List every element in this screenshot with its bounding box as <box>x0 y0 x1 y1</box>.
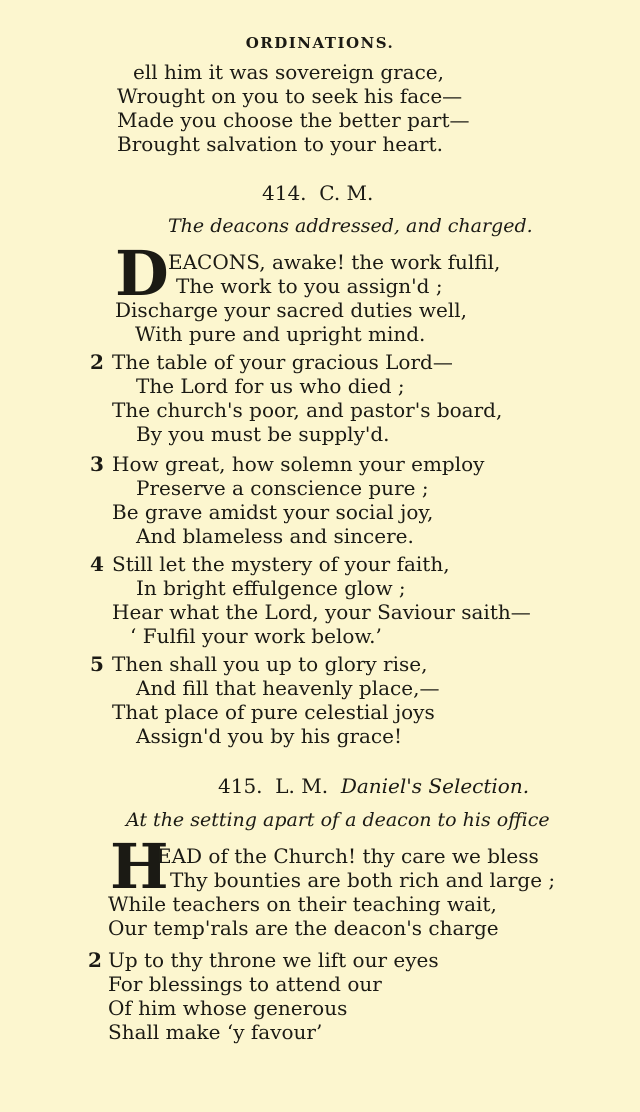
verse-line: Still let the mystery of your faith, <box>112 552 450 576</box>
verse-line: For blessings to attend our <box>108 972 382 996</box>
verse-line: Be grave amidst your social joy, <box>112 500 434 524</box>
verse-line: Our temp'rals are the deacon's charge <box>108 916 499 940</box>
verse-line: And blameless and sincere. <box>136 524 414 548</box>
verse-line: The work to you assign'd ; <box>176 274 443 298</box>
hymn-415-occasion: At the setting apart of a deacon to his office <box>126 809 550 831</box>
continuation-line: Wrought on you to seek his face— <box>117 84 463 108</box>
continuation-line: ell him it was sovereign grace, <box>133 60 444 84</box>
hymn-selection: Daniel's Selection. <box>340 774 530 798</box>
verse-line: Preserve a conscience pure ; <box>136 476 429 500</box>
verse-line: And fill that heavenly place,— <box>136 676 440 700</box>
verse-line: EACONS, awake! the work fulfil, <box>168 250 501 274</box>
continuation-line: Brought salvation to your heart. <box>117 132 443 156</box>
hymn-meter: L. M. <box>275 774 329 798</box>
verse-number: 2 <box>88 948 102 972</box>
verse-line: While teachers on their teaching wait, <box>108 892 497 916</box>
verse-line: That place of pure celestial joys <box>112 700 435 724</box>
verse-line: ‘ Fulfil your work below.’ <box>130 624 382 648</box>
drop-cap: D <box>115 237 169 310</box>
continuation-line: Made you choose the better part— <box>117 108 470 132</box>
running-head: ORDINATIONS. <box>245 34 395 52</box>
verse-line: EAD of the Church! thy care we bless <box>157 844 539 868</box>
verse-line: In bright effulgence glow ; <box>136 576 406 600</box>
verse-line: Up to thy throne we lift our eyes <box>108 948 439 972</box>
verse-line: How great, how solemn your employ <box>112 452 485 476</box>
verse-line: The table of your gracious Lord— <box>112 350 453 374</box>
verse-number: 3 <box>90 452 104 476</box>
verse-line: The church's poor, and pastor's board, <box>112 398 503 422</box>
verse-line: Thy bounties are both rich and large ; <box>170 868 556 892</box>
hymn-number: 415. <box>218 774 263 798</box>
verse-line: The Lord for us who died ; <box>136 374 405 398</box>
hymn-meter: C. M. <box>319 181 374 205</box>
verse-line: Hear what the Lord, your Saviour saith— <box>112 600 531 624</box>
drop-cap: H <box>110 830 169 903</box>
verse-line: Assign'd you by his grace! <box>136 724 403 748</box>
hymn-414-occasion: The deacons addressed, and charged. <box>168 215 533 237</box>
verse-line: Then shall you up to glory rise, <box>112 652 428 676</box>
hymn-414-heading <box>262 181 373 205</box>
verse-line: By you must be supply'd. <box>136 422 390 446</box>
verse-number: 2 <box>90 350 104 374</box>
verse-number: 4 <box>90 552 104 576</box>
verse-line: With pure and upright mind. <box>135 322 426 346</box>
verse-line: Discharge your sacred duties well, <box>115 298 468 322</box>
verse-line: Of him whose generous <box>108 996 348 1020</box>
verse-number: 5 <box>90 652 104 676</box>
verse-line: Shall make ‘y favour’ <box>108 1020 323 1044</box>
hymn-415-heading <box>218 774 529 798</box>
hymn-number: 414. <box>262 181 307 205</box>
